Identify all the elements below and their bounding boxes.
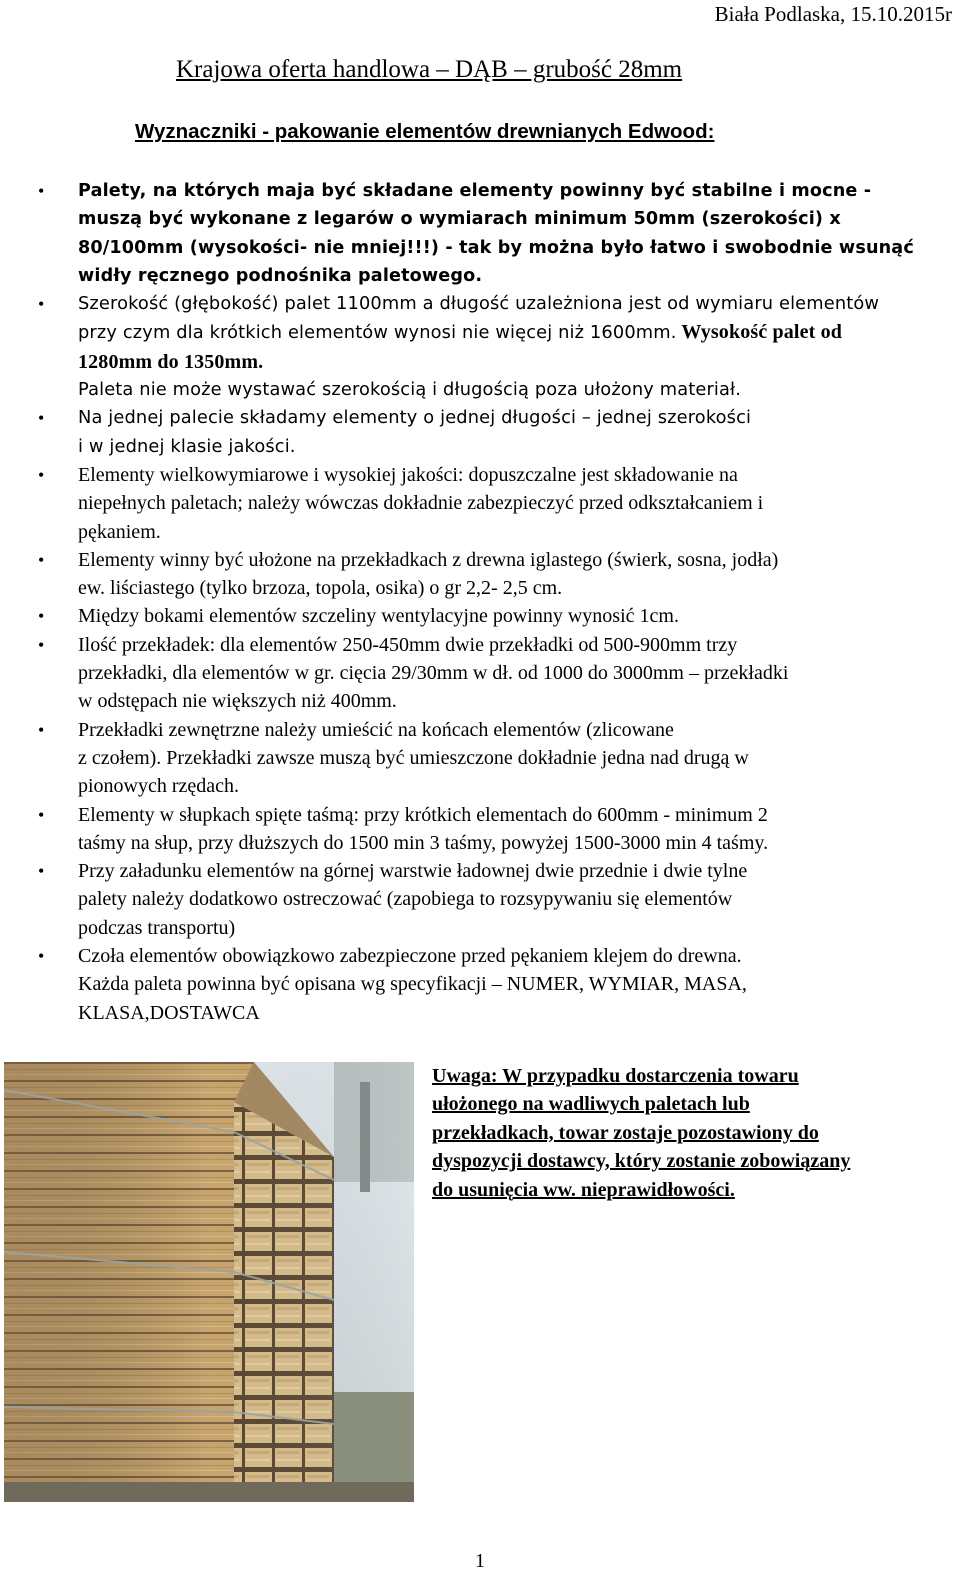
list-item-line: • Na jednej palecie składamy elementy o jednej długości – jednej szerokości (78, 407, 752, 429)
list-item-line: • Elementy w słupkach spięte taśmą: przy krótkich elementach do 600mm - minimum 2 (78, 803, 768, 826)
requirements-list (0, 177, 960, 1027)
list-item-line: pionowych rzędach. (78, 775, 240, 798)
list-item-line: ew. liściastego (tylko brzoza, topola, osika) o gr 2,2- 2,5 cm. (78, 577, 563, 600)
list-item (0, 857, 960, 942)
list-item-line: podczas transportu) (78, 916, 236, 939)
list-item (0, 602, 960, 630)
list-item-line: palety należy dodatkowo ostreczować (zapobiega to rozsypywaniu się elementów (78, 888, 733, 911)
list-item (0, 631, 960, 716)
list-item-line: • Palety, na których maja być składane elementy powinny być stabilne i mocne - (78, 181, 872, 201)
list-item-line: • Między bokami elementów szczeliny wentylacyjne powinny wynosić 1cm. (78, 605, 679, 628)
list-item (0, 546, 960, 603)
date-line: Biała Podlaska, 15.10.2015r (714, 2, 952, 26)
list-item-bold-text: Wysokość palet od (676, 321, 843, 344)
list-item-line: i w jednej klasie jakości. (78, 435, 296, 457)
list-item-line-bold: 1280mm do 1350mm. (78, 350, 264, 373)
list-item-line: muszą być wykonane z legarów o wymiarach minimum 50mm (szerokości) x (78, 209, 841, 230)
page-number: 1 (475, 1550, 485, 1572)
list-item-line: Paleta nie może wystawać szerokością i długością poza ułożony materiał. (78, 379, 742, 401)
list-item-line: widły ręcznego podnośnika paletowego. (78, 265, 483, 286)
list-item-line: • Czoła elementów obowiązkowo zabezpieczone przed pękaniem klejem do drewna. (78, 945, 742, 968)
list-item-line: przekładki, dla elementów w gr. cięcia 29/30mm w dł. od 1000 do 3000mm – przekładki (78, 662, 789, 685)
list-item (0, 290, 960, 404)
list-item-line: taśmy na słup, przy dłuższych do 1500 min 3 taśmy, powyżej 1500-3000 min 4 taśmy. (78, 831, 769, 854)
list-item-line: • Przy załadunku elementów na górnej warstwie ładownej dwie przednie i dwie tylne (78, 860, 748, 883)
warning-note-line: Uwaga: W przypadku dostarczenia towaru (432, 1065, 799, 1087)
list-item-line: 80/100mm (wysokości- nie mniej!!!) - tak by można było łatwo i swobodnie wsunąć (78, 237, 914, 258)
document-subtitle: Wyznaczniki - pakowanie elementów drewnianych Edwood: (135, 120, 715, 143)
list-item-line: • Przekładki zewnętrzne należy umieścić na końcach elementów (zlicowane (78, 718, 674, 741)
list-item-line (78, 318, 956, 347)
list-item-line: • Szerokość (głębokość) palet 1100mm a długość uzależniona jest od wymiaru elementów (78, 293, 880, 315)
list-item (0, 716, 960, 801)
warning-note-line: przekładkach, towar zostaje pozostawiony do (432, 1121, 819, 1144)
list-item-line: KLASA,DOSTAWCA (78, 1001, 260, 1024)
warning-note-line: do usunięcia ww. nieprawidłowości. (432, 1178, 735, 1201)
warning-note (432, 1062, 952, 1204)
list-item (0, 177, 960, 290)
list-item-line: niepełnych paletach; należy wówczas dokładnie zabezpieczyć przed odkształcaniem i (78, 492, 764, 515)
list-item-line: • Ilość przekładek: dla elementów 250-450mm dwie przekładki od 500-900mm trzy (78, 633, 738, 656)
warning-note-line: dyspozycji dostawcy, który zostanie zobowiązany (432, 1150, 851, 1173)
lumber-stack-photo (4, 1062, 414, 1502)
list-item-line: Każda paleta powinna być opisana wg specyfikacji – NUMER, WYMIAR, MASA, (78, 973, 747, 996)
list-item-line: pękaniem. (78, 520, 161, 543)
list-item (0, 801, 960, 858)
list-item-line: z czołem). Przekładki zawsze muszą być umieszczone dokładnie jedna nad drugą w (78, 746, 749, 769)
warning-note-line: ułożonego na wadliwych paletach lub (432, 1093, 750, 1116)
list-item-line: • Elementy winny być ułożone na przekładkach z drewna iglastego (świerk, sosna, jodła) (78, 548, 779, 571)
list-item-line: w odstępach nie większych niż 400mm. (78, 690, 397, 713)
list-item (0, 404, 960, 461)
list-item (0, 461, 960, 546)
list-item-line: • Elementy wielkowymiarowe i wysokiej jakości: dopuszczalne jest składowanie na (78, 463, 738, 486)
list-item-text: przy czym dla krótkich elementów wynosi nie więcej niż 1600mm. (78, 322, 677, 344)
document-title: Krajowa oferta handlowa – DĄB – grubość 28mm (176, 56, 683, 83)
list-item (0, 942, 960, 1027)
